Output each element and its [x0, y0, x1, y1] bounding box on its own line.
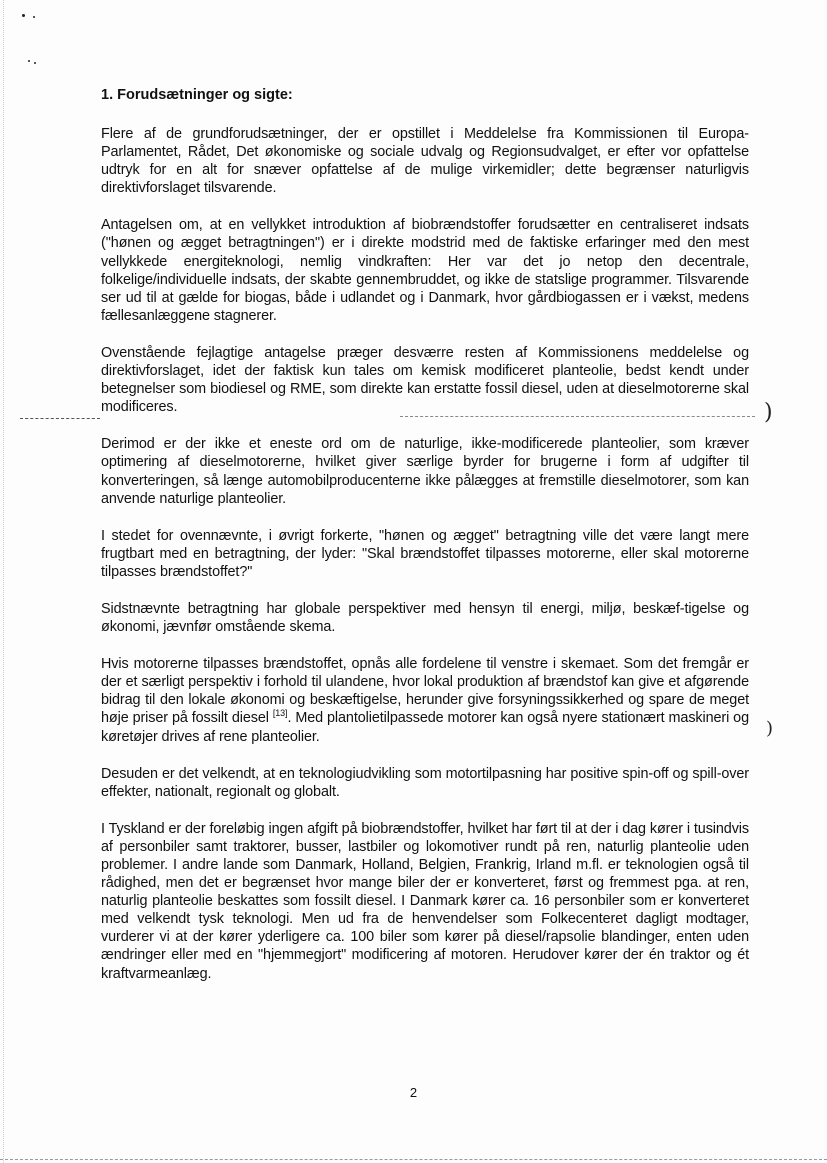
document-body	[101, 86, 749, 1002]
paragraph: I stedet for ovennævnte, i øvrigt forkerte, "hønen og ægget" betragtning ville det være langt mere frugtbart med en betragtning, der lyder: "Skal brændstoffet tilpasses motorerne, eller skal motorerne tilpasses brændstoffet?"	[101, 527, 749, 580]
page-number: 2	[409, 1085, 418, 1100]
paragraph: I Tyskland er der foreløbig ingen afgift på biobrændstoffer, hvilket har ført til at der i dag kører i tusindvis af personbiler samt traktorer, busser, lastbiler og lokomotiver rundt på ren, naturlig planteolie uden problemer. I andre lande som Danmark, Holland, Belgien, Frankrig, Irland m.fl. er teknologien også til rådighed, men det er begrænset hvor mange biler der er konverteret, først og fremmest pga. at ren, naturlig planteolie beskattes som fossilt diesel. I Danmark kører ca. 16 personbiler som er konverteret med velkendt tysk teknologi. Men ud fra de henvendelser som Folkecenteret dagligt modtager, vurderer vi at der kører yderligere ca. 100 biler som kører på diesel/rapsolie blandinger, enten uden ændringer eller med en "hjemmegjort" modificering af motoren. Herudover kører der én traktor og ét kraftvarmeanlæg.	[101, 820, 749, 982]
paragraph: Flere af de grundforudsætninger, der er opstillet i Meddelelse fra Kommissionen til Europa-Parlamentet, Rådet, Det økonomiske og sociale udvalg og Regionsudvalget, er efter vor opfattelse udtryk for en alt for snæver opfattelse af de mulige virkemidler; dette begrænser naturligvis direktivforslaget tilsvarende.	[101, 126, 749, 197]
paragraph: Derimod er der ikke et eneste ord om de naturlige, ikke-modificerede planteolier, som kræver optimering af dieselmotorerne, hvilket giver særlige byrder for brugerne i form af udgifter til konverteringen, så længe automobilproducenterne ikke pålægges at fremstille dieselmotorer, som kan anvende naturlige planteolier.	[101, 436, 749, 507]
paragraph: Antagelsen om, at en vellykket introduktion af biobrændstoffer forudsætter en centraliseret indsats ("hønen og ægget betragtningen") er i direkte modstrid med de faktiske erfaringer med den mest vellykkede energiteknologi, nemlig vindkraften: Her var det jo netop den decentrale, folkelige/individuelle indsats, der skabte gennembruddet, og ikke de statslige programmer. Tilsvarende ser ud til at gælde for biogas, både i udlandet og i Danmark, hvor gårdbiogassen er i vækst, medens fællesanlæggene stagnerer.	[101, 217, 749, 324]
paragraph: Ovenstående fejlagtige antagelse præger desværre resten af Kommissionens meddelelse og direktivforslaget, idet der faktisk kun tales om kemisk modificeret planteolie, bedst kendt under betegnelser som biodiesel og RME, som direkte kan erstatte fossil diesel, uden at dieselmotorerne skal modificeres.	[101, 344, 749, 416]
scan-bottom-edge	[0, 1159, 827, 1160]
margin-bracket-mark: )	[766, 718, 774, 739]
scan-left-edge	[3, 0, 4, 1163]
scan-speck	[22, 14, 25, 17]
section-heading: 1. Forudsætninger og sigte:	[101, 87, 293, 103]
paragraph-text: Hvis motorerne tilpasses brændstoffet, opnås alle fordelene til venstre i skemaet. Som det fremgår er der et særligt perspektiv i forhold til ulandene, hvor lokal produktion af brændstof kan give et afgørende bidrag til den lokale økonomi og beskæftigelse, herunder give forsyningssikkerhed og spare de meget høje priser på fossilt diesel	[101, 656, 749, 727]
scan-speck	[33, 16, 35, 18]
reference-marker: [13]	[272, 708, 288, 719]
margin-bracket-mark: )	[764, 400, 773, 425]
paragraph: Sidstnævnte betragtning har globale perspektiver med hensyn til energi, miljø, beskæf-tigelse og økonomi, jævnfør omstående skema.	[101, 600, 749, 636]
paragraph-text-tail: . Med plantolietilpassede motorer kan også nyere stationært maskineri og køretøjer drives af rene planteolier.	[101, 710, 749, 745]
scan-speck	[28, 60, 30, 62]
paragraph: Desuden er det velkendt, at en teknologiudvikling som motortilpasning har positive spin-off og spill-over effekter, nationalt, regionalt og globalt.	[101, 765, 749, 800]
paragraph-with-reference	[101, 655, 749, 745]
scan-speck	[34, 62, 36, 64]
scan-dash-line	[20, 418, 100, 419]
